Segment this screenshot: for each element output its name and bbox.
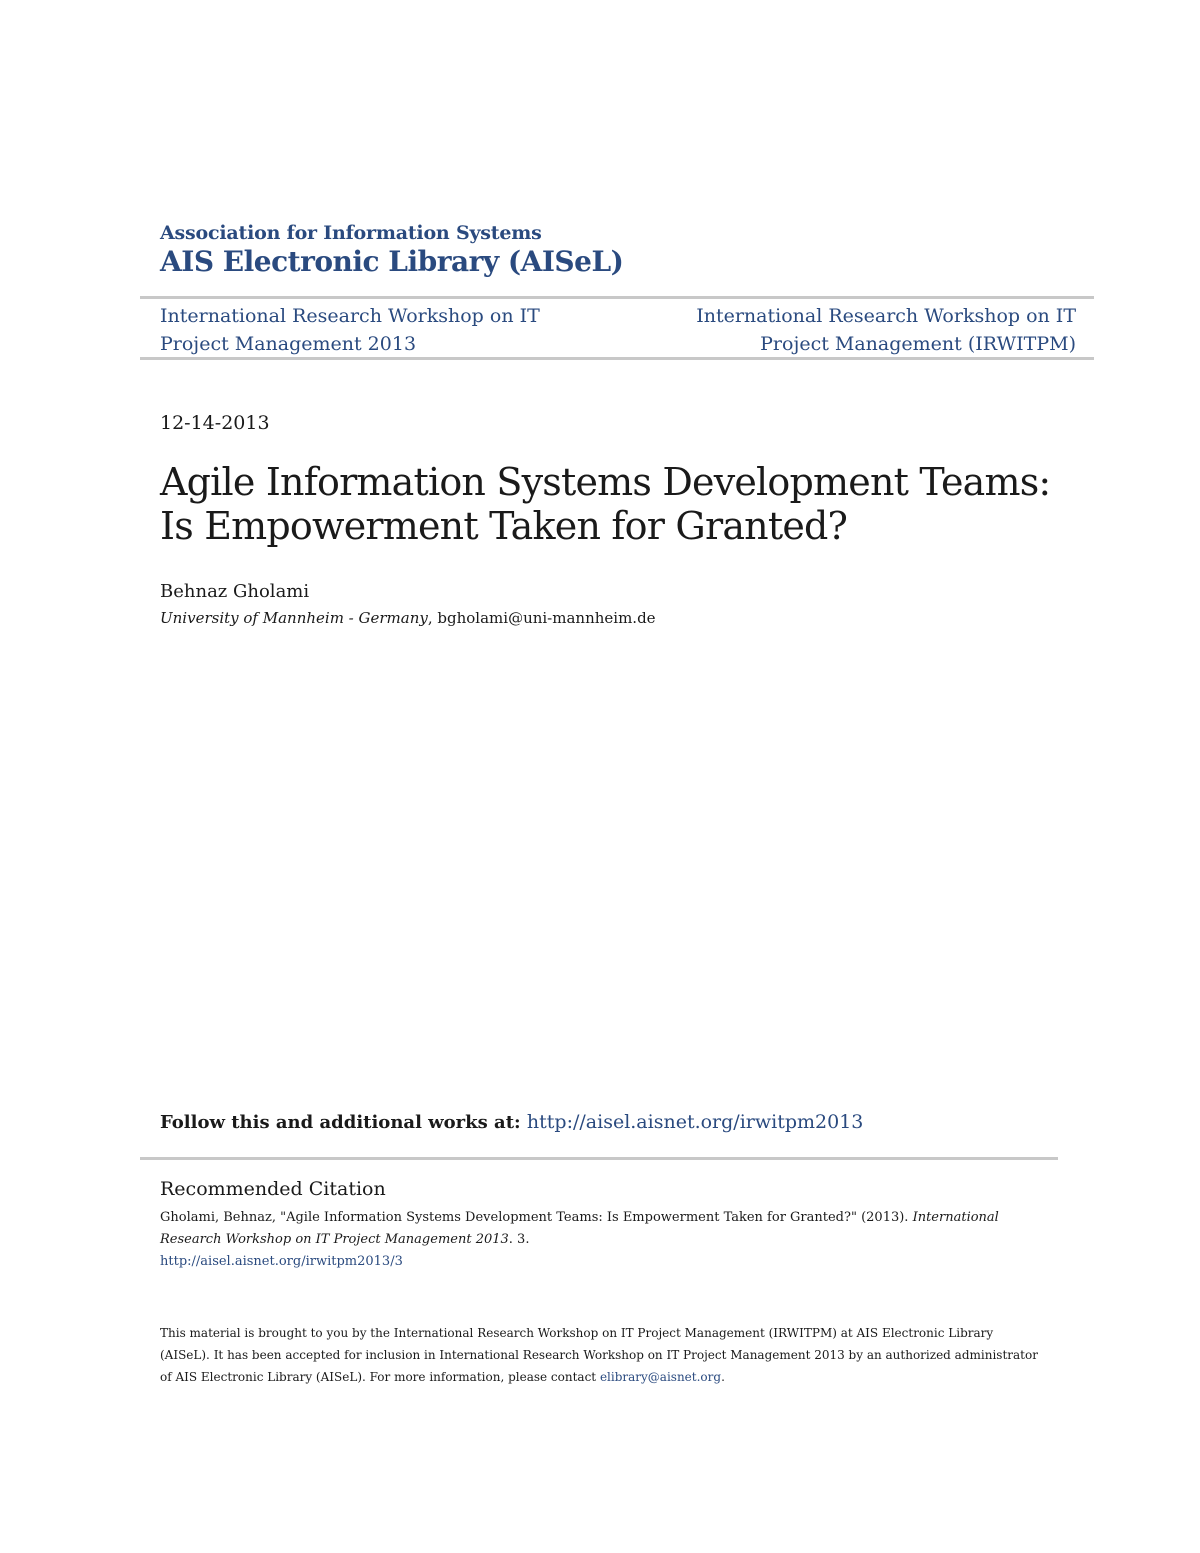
breadcrumb-collection-link[interactable]: International Research Workshop on IT Project Management 2013: [160, 305, 540, 355]
footer-email-link[interactable]: elibrary@aisnet.org: [599, 1370, 722, 1384]
follow-link[interactable]: http://aisel.aisnet.org/irwitpm2013: [526, 1111, 864, 1133]
breadcrumb-divider: [140, 357, 1094, 360]
citation-heading: Recommended Citation: [160, 1178, 386, 1200]
footer-end: .: [721, 1370, 725, 1384]
follow-line: [160, 1109, 863, 1136]
author-affiliation: [160, 607, 656, 629]
citation-link[interactable]: http://aisel.aisnet.org/irwitpm2013/3: [160, 1254, 403, 1269]
citation-suffix: . 3.: [508, 1232, 530, 1247]
author-name: Behnaz Gholami: [160, 581, 310, 602]
citation-journal: International Research Workshop on IT Project Management 2013: [160, 1210, 999, 1247]
footer-text: This material is brought to you by the International Research Workshop on IT Project Management (IRWITPM) at AIS Electronic Library (AISeL). It has been accepted for inclusion in International Research Workshop on IT Project Management 2013 by an authorized administrator of AIS Electronic Library (AISeL). For more information, please contact: [160, 1326, 1038, 1384]
author-email: bgholami@uni-mannheim.de: [437, 609, 656, 627]
citation-divider: [140, 1157, 1058, 1160]
citation-text: [160, 1207, 1040, 1273]
top-divider: [140, 296, 1094, 299]
brand-block[interactable]: [160, 221, 860, 279]
organization-name[interactable]: Association for Information Systems: [160, 222, 542, 244]
breadcrumb-series-link[interactable]: International Research Workshop on IT Project Management (IRWITPM): [696, 305, 1076, 355]
publication-date: 12-14-2013: [160, 412, 270, 434]
footer-note: [160, 1322, 1040, 1388]
affiliation-separator: ,: [427, 609, 438, 627]
library-name[interactable]: AIS Electronic Library (AISeL): [160, 245, 624, 278]
follow-label: Follow this and additional works at:: [160, 1112, 527, 1133]
citation-body: Gholami, Behnaz, "Agile Information Systems Development Teams: Is Empowerment Taken for Granted?" (2013).: [160, 1210, 913, 1225]
affiliation-name: University of Mannheim - Germany: [160, 609, 428, 627]
paper-title: Agile Information Systems Development Teams: Is Empowerment Taken for Granted?: [160, 460, 1051, 548]
